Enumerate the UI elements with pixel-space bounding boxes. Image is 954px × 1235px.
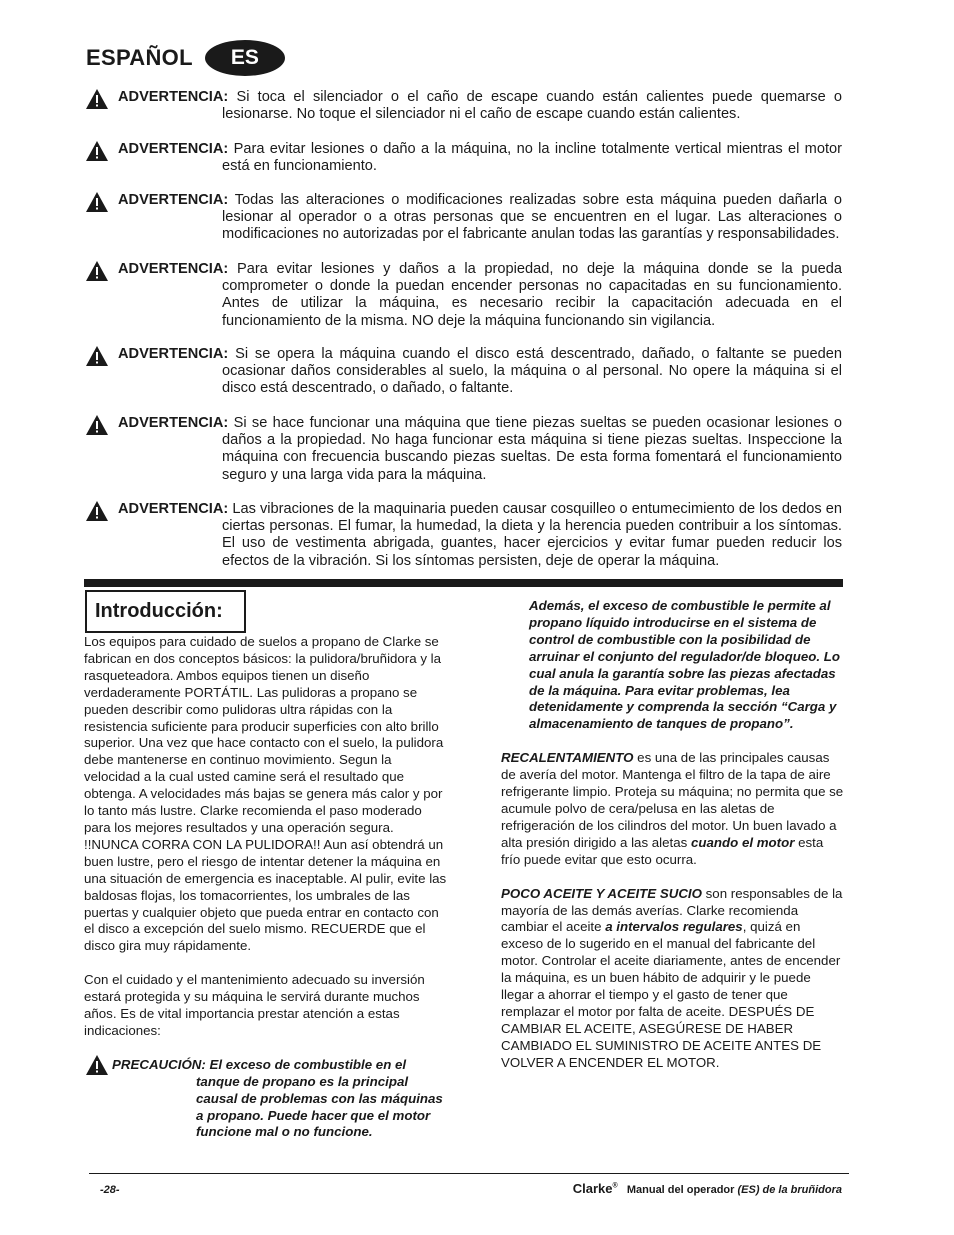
overheat-label: RECALENTAMIENTO (501, 750, 634, 766)
warning-message: Si se hace funcionar una máquina que tiene piezas sueltas se pueden ocasionar lesiones o daños a la propiedad. No haga funcionar esta máquina si tiene piezas sueltas. Inspeccione la máquina con frecuencia buscando piezas sueltas. De esta forma fomentará el funcionamiento seguro y una larga vida para la máquina. (222, 415, 842, 483)
caution-block (84, 1057, 448, 1142)
caution-message: El exceso de combustible en el tanque de propano es la principal causal de problemas con las máquinas a propano. Puede hacer que el motor funcione mal o no funcione. (196, 1056, 443, 1140)
warning-text (118, 346, 842, 398)
language-header (86, 40, 285, 76)
warning-message: Si se opera la máquina cuando el disco está descentrado, dañado, o faltante se pueden ocasionar daños considerables al suelo, la máquina o al personal. No opere la máquina si el disco está descentrado, o dañado, o faltante. (222, 346, 842, 397)
warning-message: Todas las alteraciones o modificaciones realizadas sobre esta máquina pueden dañarla o lesionar al operador o a otras personas que se encuentren en el lugar. Las alteraciones o modificaciones no autorizadas por el fabricante anulan todas las garantías y responsabilidades. (222, 192, 842, 243)
warning-block (86, 346, 842, 398)
language-badge: ES (205, 40, 285, 76)
warning-block (86, 192, 842, 244)
intro-title: Introducción: (95, 600, 223, 622)
manual-title-text: Manual del operador (626, 1184, 738, 1196)
oil-text: son responsables de la mayoría de las demás averías. Clarke recomienda cambiar el aceite (501, 885, 843, 935)
warning-label: ADVERTENCIA: (118, 501, 229, 517)
warning-label: ADVERTENCIA: (118, 141, 229, 157)
oil-label: POCO ACEITE Y ACEITE SUCIO (501, 885, 702, 901)
warning-text (118, 141, 842, 175)
intro-left-column (84, 634, 448, 1141)
footer-manual-title (573, 1181, 842, 1196)
warning-block (86, 415, 842, 484)
warning-label: ADVERTENCIA: (118, 346, 229, 362)
manual-title-italic: (ES) de la bruñidora (737, 1184, 842, 1196)
registered-mark: ® (612, 1182, 618, 1190)
intro-paragraph: Con el cuidado y el mantenimiento adecuado su inversión estará protegida y su máquina le servirá durante muchos años. Es de vital importancia prestar atención a estas indicaciones: (84, 972, 425, 1038)
warning-block (86, 501, 842, 570)
overheat-emphasis: cuando el motor (690, 834, 795, 850)
warning-text (118, 192, 842, 244)
oil-text: , quizá en exceso de lo sugerido en el manual del fabricante del motor. Controlar el aceite diariamente, antes de encender la máquina, es un buen hábito de adquirir y le puede llegar a ahorrar el tiempo y el gasto de tener que remplazar el motor por falta de aceite. DESPUÉS DE CAMBIAR EL ACEITE, ASEGÚRESE DE HABER CAMBIADO EL SUMINISTRO DE ACEITE ANTES DE VOLVER A ENCENDER EL MOTOR. (501, 919, 841, 1070)
overheat-text: es una de las principales causas de avería del motor. Mantenga el filtro de la tapa de aire refrigerante limpio. Proteja su máquina; no permita que se acumule polvo de cera/pelusa en las aletas de refrigeración de los cilindros del motor. Un buen lavado a alta presión dirigido a las aletas (501, 750, 844, 850)
warning-label: ADVERTENCIA: (118, 261, 229, 277)
brand-text: Clarke (572, 1181, 613, 1196)
warning-message: Para evitar lesiones o daño a la máquina, no la incline totalmente vertical mientras el motor está en funcionamiento. (222, 141, 842, 175)
warning-label: ADVERTENCIA: (118, 192, 229, 208)
warning-message: Las vibraciones de la maquinaria pueden causar cosquilleo o entumecimiento de los dedos en ciertas personas. El fumar, la humedad, la dieta y la herencia pueden contribuir a los síntomas. El uso de vestimenta abrigada, guantes, hacer ejercicios y evitar fumar pueden reducir los efectos de la vibración. Si los síntomas persisten, deje de operar la máquina. (222, 501, 842, 569)
section-divider (84, 579, 843, 587)
warning-triangle-icon (86, 192, 108, 212)
oil-emphasis: a intervalos regulares (605, 919, 743, 935)
language-title: ESPAÑOL (86, 45, 193, 70)
caution-label: PRECAUCIÓN: (112, 1056, 206, 1072)
warning-text (118, 415, 842, 484)
intro-heading-box (85, 590, 246, 633)
warning-triangle-icon (86, 261, 108, 281)
overheat-text: esta frío puede evitar que esto ocurra. (501, 834, 824, 867)
warning-text (118, 261, 842, 330)
warning-block (86, 141, 842, 175)
oil-paragraph (501, 886, 844, 1072)
warning-block (86, 89, 842, 123)
warning-triangle-icon (86, 89, 108, 109)
warning-text (118, 89, 842, 123)
warning-triangle-icon (86, 501, 108, 521)
warning-text (118, 501, 842, 570)
warning-triangle-icon (86, 1055, 108, 1075)
page-number: -28- (100, 1184, 120, 1196)
caution-text (112, 1056, 448, 1142)
intro-paragraph: Los equipos para cuidado de suelos a propano de Clarke se fabrican en dos conceptos básicos: la pulidora/bruñidora y la rasqueteadora. Ambos equipos tienen un diseño verdaderamente PORTÁTIL. Las pulidoras a propano se pueden describir como pulidoras ultra rápidas con la resistencia suficiente para producir superficies con alto brillo superior. Una vez que hace contacto con el suelo, la pulidora debe mantenerse en continuo movimiento. Segun la velocidad a la cual usted camine será el resultado que obtenga. A velocidades más bajas se genera más calor y por lo tanto más lustre. Clarke recomienda el paso moderado para los mejores resultados y una operación segura. !!NUNCA CORRA CON LA PULIDORA!! Aun así obtendrá un buen lustre, pero el riesgo de intentar detener la máquina en una situación de emergencia es inaceptable. Al pulir, evite las baldosas flojas, los tomacorrientes, los umbrales de las puertas y cualquier objeto que pueda entrar en contacto con el disco a excepción del suelo mismo. RECUERDE que el disco gira muy rápidamente. (84, 634, 447, 954)
warning-label: ADVERTENCIA: (118, 89, 229, 105)
warning-triangle-icon (86, 415, 108, 435)
warning-label: ADVERTENCIA: (118, 415, 229, 431)
warning-block (86, 261, 842, 330)
warning-message: Para evitar lesiones y daños a la propiedad, no deje la máquina donde se la pueda comprometer o donde la puedan encender personas no capacitadas en su funcionamiento. Antes de utilizar la máquina, es necesario recibir la capacitación adecuada en el funcionamiento de la misma. NO deje la máquina funcionando sin vigilancia. (222, 261, 842, 329)
footer-rule (89, 1173, 849, 1174)
overheat-paragraph (501, 750, 844, 868)
brand-name (573, 1181, 618, 1196)
warning-message: Si toca el silenciador o el caño de escape cuando están calientes puede quemarse o lesionarse. No toque el silenciador ni el caño de escape cuando están calientes. (222, 89, 842, 123)
warning-triangle-icon (86, 141, 108, 161)
fuel-note: Además, el exceso de combustible le permite al propano líquido introducirse en el sistema de control de combustible con la posibilidad de arruinar el conjunto del regulador/de bloqueo. Lo cual anula la garantía sobre las piezas afectadas de la máquina. Para evitar problemas, lea detenidamente y comprenda la sección “Carga y almacenamiento de tanques de propano”. (529, 598, 841, 732)
intro-right-column (501, 598, 844, 1089)
warning-triangle-icon (86, 346, 108, 366)
